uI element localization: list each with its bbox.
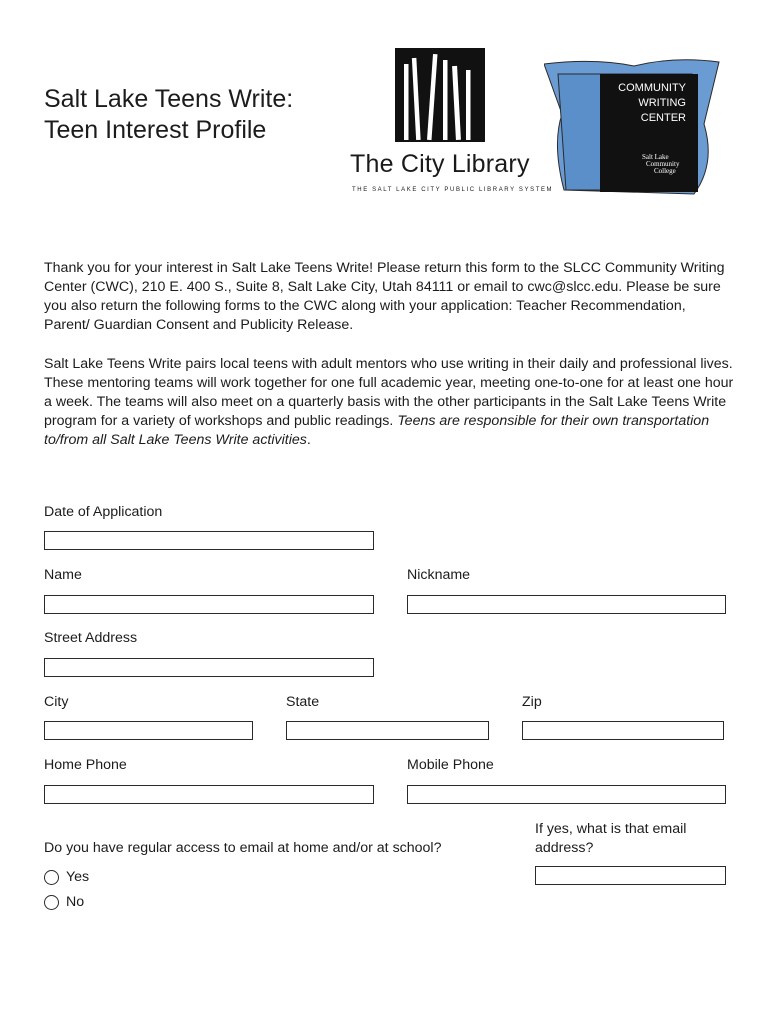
- cwc-line-3: CENTER: [640, 112, 686, 124]
- street-address-label: Street Address: [44, 630, 138, 646]
- mobile-phone-field[interactable]: [407, 785, 726, 804]
- nickname-label: Nickname: [407, 567, 471, 583]
- state-field[interactable]: [286, 721, 489, 740]
- book-spines-icon: [350, 46, 532, 146]
- cwc-line-2: WRITING: [638, 97, 686, 109]
- page-title: [44, 84, 293, 146]
- intro-paragraph-2-end: .: [306, 432, 311, 448]
- title-line-1: Salt Lake Teens Write:: [44, 85, 294, 113]
- email-followup-label: [535, 820, 686, 858]
- title-line-2: Teen Interest Profile: [44, 116, 267, 144]
- name-label: Name: [44, 567, 82, 583]
- name-field[interactable]: [44, 595, 374, 614]
- email-address-field[interactable]: [535, 866, 726, 885]
- cwc-line-1: COMMUNITY: [618, 82, 686, 94]
- yes-label: Yes: [66, 869, 90, 885]
- email-access-question: Do you have regular access to email at home and/or at school?: [44, 840, 442, 856]
- intro-paragraph-1: Thank you for your interest in Salt Lake Teens Write! Please return this form to the SLCC Community Writing Center (CWC), 210 E. 400 S., Suite 8, Salt Lake City, Utah 84111 or email to cwc@slcc.edu. Please be sure you also return the following forms to the CWC along with your application: Teacher Recommendation, Parent/ Guardian Consent and Publicity Release.: [44, 260, 725, 333]
- intro-paragraph-2: [44, 355, 734, 450]
- intro-paragraph-2-text: Salt Lake Teens Write pairs local teens with adult mentors who use writing in their daily and professional lives. These mentoring teams will work together for one full academic year, meeting one-to-one for at least one hour a week. The teams will also meet on a quarterly basis with the other participants in the Salt Lake Teens Write program for a variety of workshops and public readings.: [44, 356, 734, 429]
- email-followup-line-1: If yes, what is that email: [535, 821, 687, 837]
- no-label: No: [66, 894, 85, 910]
- email-followup-line-2: address?: [535, 840, 594, 856]
- slcc-line-1: Salt Lake: [642, 153, 669, 161]
- slcc-line-2: Community: [646, 160, 680, 168]
- library-subtitle: THE SALT LAKE CITY PUBLIC LIBRARY SYSTEM: [352, 187, 554, 193]
- city-library-logo: [350, 46, 554, 198]
- home-phone-field[interactable]: [44, 785, 374, 804]
- date-of-application-label: Date of Application: [44, 504, 163, 520]
- date-of-application-field[interactable]: [44, 531, 374, 550]
- slcc-line-3: College: [654, 167, 676, 175]
- yes-radio[interactable]: [44, 870, 59, 885]
- mobile-phone-label: Mobile Phone: [407, 757, 494, 773]
- zip-field[interactable]: [522, 721, 724, 740]
- zip-label: Zip: [522, 694, 542, 710]
- state-label: State: [286, 694, 320, 710]
- city-field[interactable]: [44, 721, 253, 740]
- city-label: City: [44, 694, 69, 710]
- nickname-field[interactable]: [407, 595, 726, 614]
- home-phone-label: Home Phone: [44, 757, 127, 773]
- library-name: The City Library: [350, 150, 530, 178]
- no-radio[interactable]: [44, 895, 59, 910]
- cwc-title: [586, 81, 686, 126]
- slcc-mark: [642, 154, 679, 175]
- street-address-field[interactable]: [44, 658, 374, 677]
- community-writing-center-logo: [544, 44, 720, 196]
- transportation-note: Teens are responsible for their own transportation to/from all Salt Lake Teens Write activities: [44, 413, 710, 448]
